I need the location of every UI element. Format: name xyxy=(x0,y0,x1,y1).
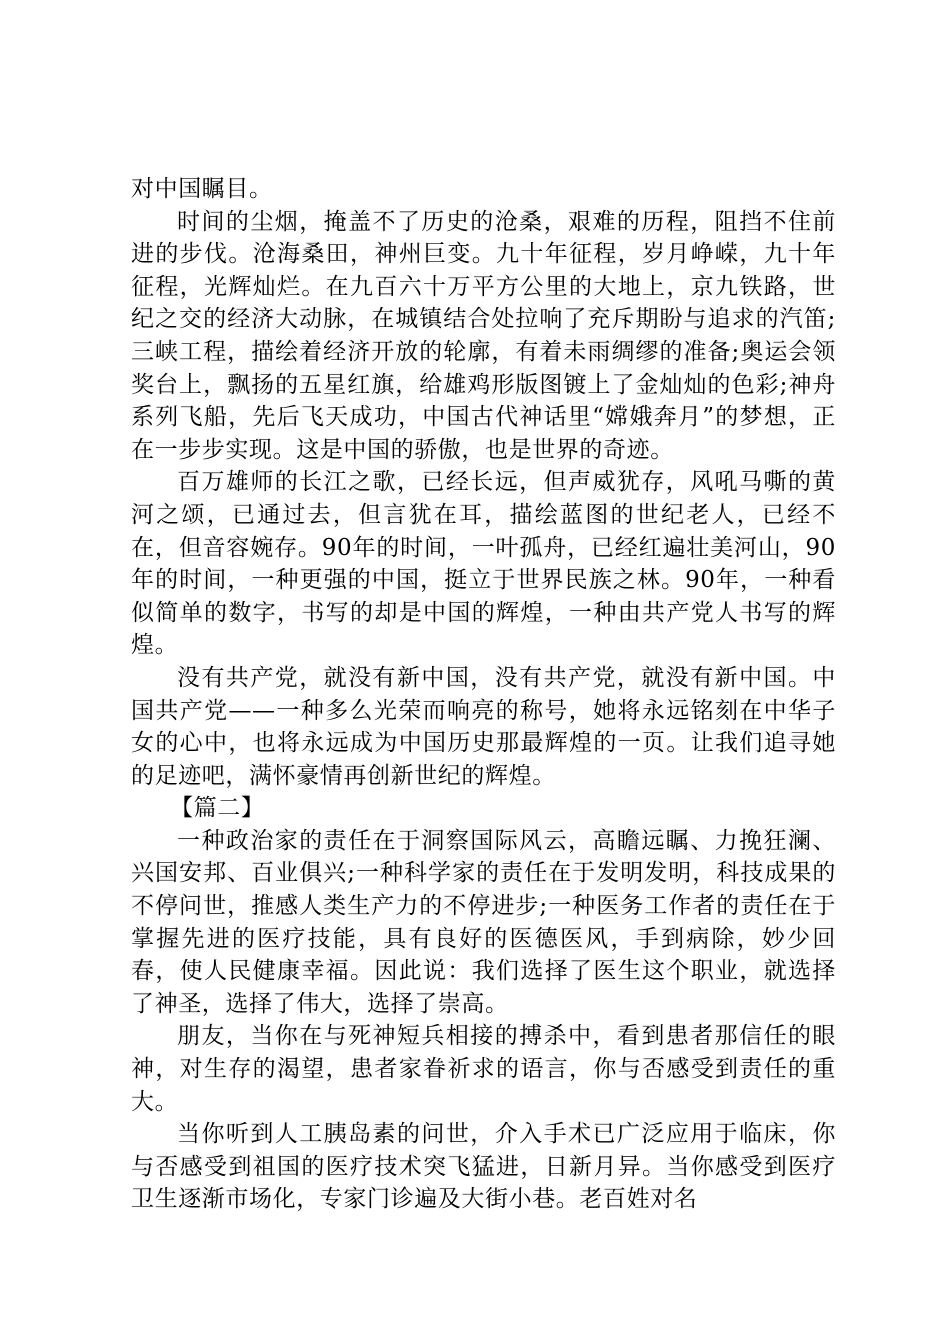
paragraph-continuation: 对中国瞩目。 xyxy=(131,176,273,202)
paragraph-responsibility: 一种政治家的责任在于洞察国际风云，高瞻远瞩、力挽狂澜、兴国安邦、百业俱兴;一种科学家的责任在于发明发明，科技成果的不停问世，推感人类生产力的不停进步;一种医务工作者的责任在于掌握先进的医疗技能，具有良好的医德医风，手到病除，妙少回春，使人民健康幸福。因此说：我们选择了医生这个职业，就选择了神圣，选择了伟大，选择了崇高。 xyxy=(131,827,836,1017)
paragraph-history: 时间的尘烟，掩盖不了历史的沧桑，艰难的历程，阻挡不住前进的步伐。沧海桑田，神州巨变。九十年征程，岁月峥嵘，九十年征程，光辉灿烂。在九百六十万平方公里的大地上，京九铁路，世纪之交的经济大动脉，在城镇结合处拉响了充斥期盼与追求的汽笛;三峡工程，描绘着经济开放的轮廓，有着未雨绸缪的准备;奥运会领奖台上，飘扬的五星红旗，给雄鸡形版图镀上了金灿灿的色彩;神舟系列飞船，先后飞天成功，中国古代神话里“嫦娥奔月”的梦想，正在一步步实现。这是中国的骄傲，也是世界的奇迹。 xyxy=(131,208,836,463)
section-heading: 【篇二】 xyxy=(170,795,265,822)
document-body xyxy=(131,173,836,1216)
paragraph-medical-progress: 当你听到人工胰岛素的问世，介入手术已广泛应用于临床，你与否感受到祖国的医疗技术突飞猛进，日新月异。当你感受到医疗卫生逐渐市场化，专家门诊遍及大街小巷。老百姓对名 xyxy=(131,1121,836,1213)
paragraph-communist-party: 没有共产党，就没有新中国，没有共产党，就没有新中国。中国共产党——一种多么光荣而响亮的称号，她将永远铭刻在中华子女的心中，也将永远成为中国历史那最辉煌的一页。让我们追寻她的足迹吧，满怀豪情再创新世纪的辉煌。 xyxy=(131,664,836,789)
paragraph-ninety-years: 百万雄师的长江之歌，已经长远，但声威犹存，风吼马嘶的黄河之颂，已通过去，但言犹在耳，描绘蓝图的世纪老人，已经不在，但音容婉存。90年的时间，一叶孤舟，已经红遍壮美河山，90年的时间，一种更强的中国，挺立于世界民族之林。90年，一种看似简单的数字，书写的却是中国的辉煌，一种由共产党人书写的辉煌。 xyxy=(131,469,836,659)
paragraph-friend: 朋友，当你在与死神短兵相接的搏杀中，看到患者那信任的眼神，对生存的渴望，患者家眷祈求的语言，你与否感受到责任的重大。 xyxy=(131,1023,836,1115)
